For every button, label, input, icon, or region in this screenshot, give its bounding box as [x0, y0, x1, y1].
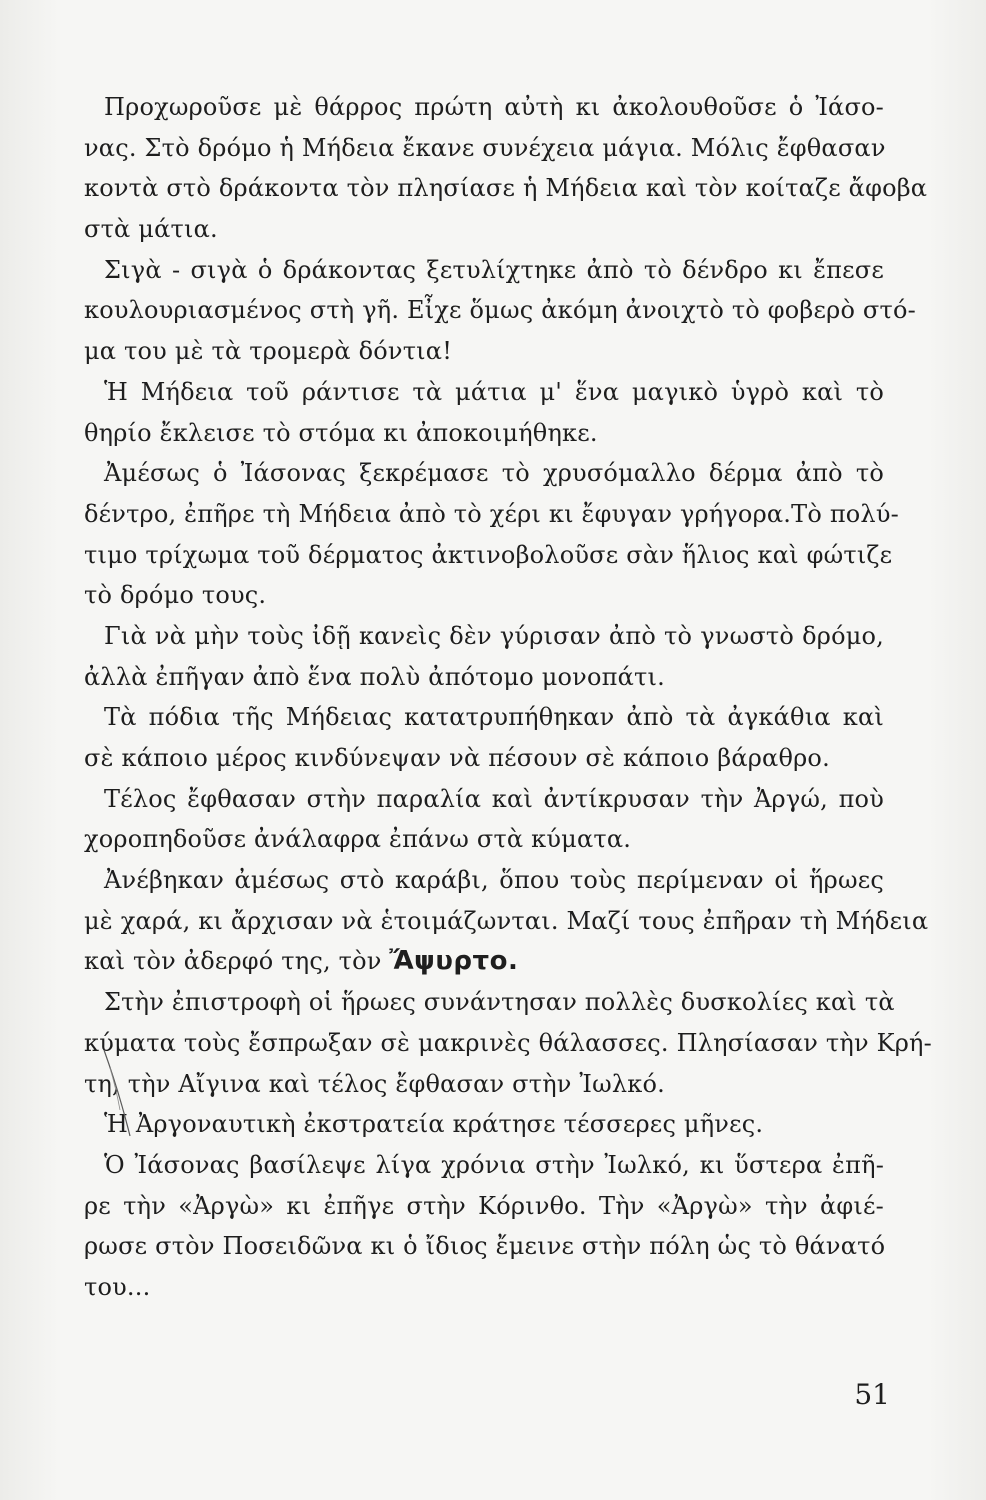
text-line	[84, 860, 884, 901]
text-line-content: χοροπηδοῦσε ἀνάλαφρα ἐπάνω στὰ κύματα.	[84, 825, 632, 854]
body-text	[84, 87, 932, 1308]
text-line	[84, 616, 884, 657]
text-line	[84, 1104, 884, 1145]
bold-name: Ἄψυρτο.	[389, 946, 519, 977]
text-line-content: κουλουριασμένος στὴ γῆ. Εἶχε ὅμως ἀκόμη ἀνοιχτὸ τὸ φοβερὸ στό-	[84, 296, 916, 325]
text-line	[84, 128, 884, 169]
text-line-content: Τέλος ἔφθασαν στὴν παραλία καὶ ἀντίκρυσαν τὴν Ἀργώ, ποὺ	[104, 784, 884, 813]
text-line	[84, 1226, 884, 1267]
pen-mark-icon	[100, 1048, 140, 1138]
text-line	[84, 738, 884, 779]
text-line	[84, 168, 928, 209]
text-line-content: Ἡ Ἀργοναυτικὴ ἐκστρατεία κράτησε τέσσερες μῆνες.	[104, 1110, 764, 1139]
text-line-content: τιμο τρίχωμα τοῦ δέρματος ἀκτινοβολοῦσε σὰν ἥλιος καὶ φώτιζε	[84, 540, 893, 569]
text-line-content: θηρίο ἔκλεισε τὸ στόμα κι ἀποκοιμήθηκε.	[84, 418, 598, 447]
text-line	[84, 372, 884, 413]
text-line	[84, 453, 884, 494]
text-line-content: Γιὰ νὰ μὴν τοὺς ἰδῇ κανεὶς δὲν γύρισαν ἀπὸ τὸ γνωστὸ δρόμο,	[104, 621, 884, 650]
text-line-content: ρε τὴν «Ἀργὼ» κι ἐπῆγε στὴν Κόρινθο. Τὴν «Ἀργὼ» τὴν ἀφιέ-	[84, 1191, 884, 1220]
text-line	[84, 494, 899, 535]
text-line	[84, 901, 929, 942]
text-line-content: Σιγὰ - σιγὰ ὁ δράκοντας ξετυλίχτηκε ἀπὸ τὸ δένδρο κι ἔπεσε	[104, 255, 884, 284]
text-line-content: τὸ δρόμο τους.	[84, 581, 267, 610]
text-line	[84, 209, 884, 250]
text-line-content: Ἡ Μήδεια τοῦ ράντισε τὰ μάτια μ' ἕνα μαγικὸ ὑγρὸ καὶ τὸ	[104, 377, 884, 406]
text-line-content: δέντρο, ἐπῆρε τὴ Μήδεια ἀπὸ τὸ χέρι κι ἔφυγαν γρήγορα.Τὸ πολύ-	[84, 499, 899, 528]
text-line-content: Ὁ Ἰάσονας βασίλεψε λίγα χρόνια στὴν Ἰωλκό, κι ὕστερα ἐπῆ-	[104, 1150, 884, 1179]
text-line	[84, 87, 884, 128]
text-line-content: του...	[84, 1272, 151, 1301]
text-line	[84, 290, 916, 331]
text-line	[84, 1267, 884, 1308]
text-line	[84, 575, 884, 616]
text-line-content: ἀλλὰ ἐπῆγαν ἀπὸ ἕνα πολὺ ἀπότομο μονοπάτι.	[84, 662, 665, 691]
text-line-content: σὲ κάποιο μέρος κινδύνεψαν νὰ πέσουν σὲ κάποιο βάραθρο.	[84, 744, 830, 772]
text-line-content: κοντὰ στὸ δράκοντα τὸν πλησίασε ἡ Μήδεια καὶ τὸν κοίταζε ἄφοβα	[84, 174, 928, 203]
text-line-content: Ἀνέβηκαν ἀμέσως στὸ καράβι, ὅπου τοὺς περίμεναν οἱ ἥρωες	[104, 866, 884, 895]
text-line-content: νας. Στὸ δρόμο ἡ Μήδεια ἔκανε συνέχεια μάγια. Μόλις ἔφθασαν	[84, 133, 886, 162]
text-line-content: κύματα τοὺς ἔσπρωξαν σὲ μακρινὲς θάλασσες. Πλησίασαν τὴν Κρή-	[84, 1028, 932, 1057]
text-line-content: Προχωροῦσε μὲ θάρρος πρώτη αὐτὴ κι ἀκολουθοῦσε ὁ Ἰάσο-	[104, 93, 884, 121]
text-line-content: μὲ χαρά, κι ἄρχισαν νὰ ἑτοιμάζωνται. Μαζί τους ἐπῆραν τὴ Μήδεια	[84, 906, 929, 935]
text-line	[84, 413, 884, 454]
text-line-content: Στὴν ἐπιστροφὴ οἱ ἥρωες συνάντησαν πολλὲς δυσκολίες καὶ τὰ	[104, 988, 895, 1017]
text-line-content: μα του μὲ τὰ τρομερὰ δόντια!	[84, 337, 453, 366]
text-line	[84, 779, 884, 820]
text-line	[84, 941, 884, 982]
text-line-content: στὰ μάτια.	[84, 215, 218, 244]
text-line	[84, 657, 884, 698]
text-line	[84, 535, 893, 576]
text-line	[84, 1145, 884, 1186]
text-line	[84, 1186, 884, 1227]
text-line-content: καὶ τὸν ἀδερφό της, τὸν	[84, 947, 390, 976]
text-line	[84, 982, 895, 1023]
text-line-content: τη, τὴν Αἴγινα καὶ τέλος ἔφθασαν στὴν Ἰωλκό.	[84, 1069, 665, 1098]
page-number: 51	[854, 1378, 890, 1411]
text-line	[84, 331, 884, 372]
text-line-content: Ἀμέσως ὁ Ἰάσονας ξεκρέμασε τὸ χρυσόμαλλο δέρμα ἀπὸ τὸ	[104, 459, 884, 488]
text-line	[84, 1023, 932, 1064]
text-line-content: Τὰ πόδια τῆς Μήδειας κατατρυπήθηκαν ἀπὸ τὰ ἀγκάθια καὶ	[104, 703, 884, 732]
text-line	[84, 250, 884, 291]
text-line-content: ρωσε στὸν Ποσειδῶνα κι ὁ ἴδιος ἔμεινε στὴν πόλη ὡς τὸ θάνατό	[84, 1232, 886, 1261]
text-line	[84, 697, 884, 738]
text-line	[84, 819, 884, 860]
text-line	[84, 1064, 884, 1105]
